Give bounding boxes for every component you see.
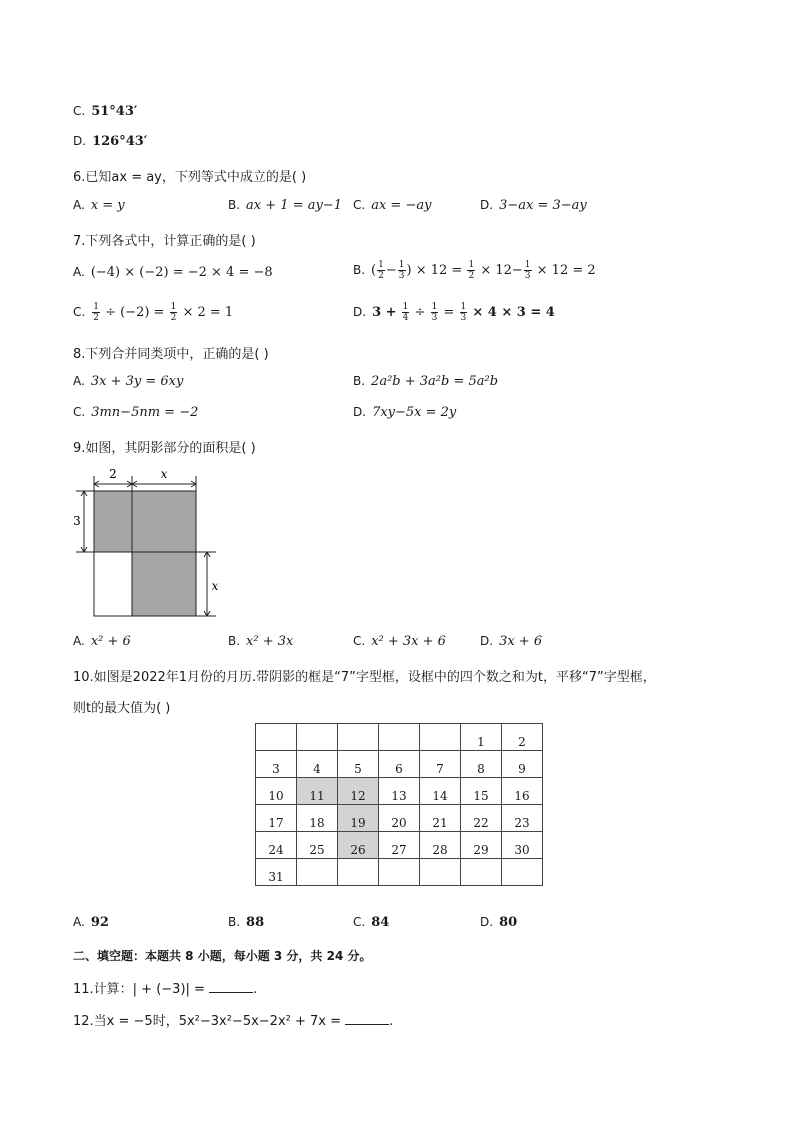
denominator: 4 (402, 313, 409, 323)
denominator: 2 (468, 271, 475, 281)
operator: ÷ (414, 305, 426, 320)
option-label: C. (73, 405, 86, 419)
q12 (73, 1010, 393, 1029)
q6-stem: 6.已知ax = ay，下列等式中成立的是( ) (73, 170, 307, 185)
calendar-cell: 31 (256, 859, 297, 886)
option-text: 2a²b + 3a²b = 5a²b (371, 374, 499, 389)
expression-part: × 12 = 2 (536, 263, 596, 278)
option-label: A. (73, 374, 85, 388)
q8-option-d (353, 405, 456, 420)
denominator: 3 (524, 271, 531, 281)
calendar-row (256, 751, 543, 778)
q7-option-c (73, 302, 233, 323)
denominator: 2 (93, 313, 99, 323)
denominator: 3 (431, 313, 438, 323)
calendar-cell: 19 (338, 805, 379, 832)
option-text: 92 (90, 915, 109, 930)
q9-option-b (228, 634, 293, 649)
option-text: x = y (90, 198, 125, 213)
calendar-row (256, 778, 543, 805)
calendar-cell: 24 (256, 832, 297, 859)
q10-option-d (480, 915, 517, 930)
fraction (431, 302, 439, 323)
option-label: C. (73, 104, 86, 118)
section-2-heading: 二、填空题：本题共 8 小题，每小题 3 分，共 24 分。 (73, 949, 372, 963)
dim-label-left: 3 (73, 514, 81, 528)
option-label: D. (480, 634, 494, 648)
q7-option-b (353, 260, 596, 281)
calendar-cell: 10 (256, 778, 297, 805)
numerator: 1 (402, 302, 409, 312)
fraction (377, 260, 385, 281)
q10-stem-line2: 则t的最大值为( ) (73, 701, 171, 716)
q5-option-d (73, 134, 147, 149)
calendar-cell: 17 (256, 805, 297, 832)
dim-label-top-right: x (160, 467, 168, 481)
expression-part: × 2 = 1 (182, 305, 234, 320)
numerator: 1 (524, 260, 531, 270)
q8-option-a (73, 374, 183, 389)
calendar-cell: 27 (379, 832, 420, 859)
calendar-cell: 12 (338, 778, 379, 805)
calendar-cell: 23 (502, 805, 543, 832)
q7-option-d (353, 302, 555, 323)
option-text: (−4) × (−2) = −2 × 4 = −8 (90, 265, 273, 280)
option-label: B. (353, 374, 366, 388)
fraction (398, 260, 406, 281)
q9-option-c (353, 634, 446, 649)
paren: ( (371, 263, 377, 278)
expression-part: × 4 × 3 = 4 (472, 305, 555, 320)
calendar-cell (379, 859, 420, 886)
calendar-cell: 16 (502, 778, 543, 805)
q9-option-d (480, 634, 542, 649)
calendar-cell: 22 (461, 805, 502, 832)
q12-text: 12.当x = −5时，5x²−3x²−5x−2x² + 7x = (73, 1014, 342, 1029)
q6-option-c (353, 198, 431, 213)
option-text: ax + 1 = ay−1 (246, 198, 342, 213)
q10-option-c (353, 915, 389, 930)
option-text: 80 (499, 915, 518, 930)
calendar-cell: 29 (461, 832, 502, 859)
option-label: D. (353, 405, 367, 419)
shaded-rect-top-left (94, 491, 132, 552)
option-label: B. (228, 915, 241, 929)
expression-part: 3 + (372, 305, 397, 320)
calendar-cell: 7 (420, 751, 461, 778)
calendar-cell: 18 (297, 805, 338, 832)
option-text: 7xy−5x = 2y (372, 405, 457, 420)
shaded-rect-bottom-right (132, 552, 196, 616)
calendar-cell: 13 (379, 778, 420, 805)
q9-option-a (73, 634, 131, 649)
calendar-cell: 9 (502, 751, 543, 778)
option-label: D. (480, 915, 494, 929)
q5-option-c (73, 104, 137, 119)
numerator: 1 (398, 260, 405, 270)
fraction (402, 302, 410, 323)
expression-part: ) × 12 = (406, 263, 463, 278)
calendar-cell (502, 859, 543, 886)
q11-text: 11.计算：| + (−3)| = (73, 982, 205, 997)
calendar-cell: 5 (338, 751, 379, 778)
calendar-row (256, 832, 543, 859)
calendar-cell: 11 (297, 778, 338, 805)
calendar-cell: 1 (461, 724, 502, 751)
fraction (92, 302, 100, 323)
option-text: x² + 3x (246, 634, 294, 649)
fraction (467, 260, 475, 281)
calendar-row (256, 805, 543, 832)
calendar-january-2022 (255, 723, 543, 886)
option-label: D. (353, 305, 367, 319)
q9-area-figure (60, 460, 230, 625)
option-text: x² + 3x + 6 (371, 634, 446, 649)
option-label: B. (228, 198, 241, 212)
option-label: A. (73, 198, 85, 212)
option-text: x² + 6 (90, 634, 131, 649)
calendar-cell: 21 (420, 805, 461, 832)
fraction (460, 302, 468, 323)
numerator: 1 (431, 302, 438, 312)
denominator: 3 (460, 313, 467, 323)
calendar-cell: 20 (379, 805, 420, 832)
denominator: 3 (398, 271, 405, 281)
q10-option-b (228, 915, 264, 930)
option-text: 3x + 3y = 6xy (90, 374, 184, 389)
answer-blank[interactable] (209, 980, 253, 993)
calendar-row (256, 859, 543, 886)
option-label: A. (73, 915, 85, 929)
calendar-cell: 25 (297, 832, 338, 859)
q11 (73, 978, 257, 997)
q6-option-a (73, 198, 125, 213)
expression-part: × 12− (480, 263, 523, 278)
option-label: A. (73, 634, 85, 648)
option-text: 51°43′ (91, 104, 138, 119)
fraction (170, 302, 178, 323)
calendar-cell: 3 (256, 751, 297, 778)
option-label: B. (353, 263, 366, 277)
calendar-cell: 26 (338, 832, 379, 859)
numerator: 1 (460, 302, 467, 312)
calendar-cell (297, 859, 338, 886)
calendar-cell (461, 859, 502, 886)
q10-option-a (73, 915, 109, 930)
denominator: 2 (170, 313, 177, 323)
option-label: A. (73, 265, 85, 279)
calendar-cell (338, 859, 379, 886)
calendar-cell (379, 724, 420, 751)
q8-stem: 8.下列合并同类项中，正确的是( ) (73, 347, 269, 362)
calendar-row (256, 724, 543, 751)
calendar-cell (420, 724, 461, 751)
operator: − (385, 263, 397, 278)
option-text: 88 (246, 915, 265, 930)
q8-option-c (73, 405, 198, 420)
option-label: D. (73, 134, 87, 148)
option-label: D. (480, 198, 494, 212)
q8-option-b (353, 374, 498, 389)
period: . (253, 982, 258, 997)
option-label: C. (73, 305, 86, 319)
q6-option-d (480, 198, 587, 213)
calendar-cell: 4 (297, 751, 338, 778)
option-text: 3mn−5nm = −2 (91, 405, 199, 420)
q7-option-a (73, 265, 273, 280)
calendar-cell: 8 (461, 751, 502, 778)
calendar-cell: 14 (420, 778, 461, 805)
calendar-cell: 6 (379, 751, 420, 778)
calendar-cell (338, 724, 379, 751)
option-label: B. (228, 634, 241, 648)
period: . (389, 1014, 394, 1029)
denominator: 2 (378, 271, 384, 281)
option-label: C. (353, 915, 366, 929)
q9-stem: 9.如图，其阴影部分的面积是( ) (73, 441, 256, 456)
q10-stem-line1: 10.如图是2022年1月份的月历.带阴影的框是“7”字型框，设框中的四个数之和为t，平移“7”字型框， (73, 670, 656, 685)
numerator: 1 (378, 260, 384, 270)
calendar-cell: 28 (420, 832, 461, 859)
option-text: 3x + 6 (499, 634, 543, 649)
option-text: ax = −ay (371, 198, 432, 213)
option-label: C. (353, 634, 366, 648)
option-label: C. (353, 198, 366, 212)
option-text: 84 (371, 915, 390, 930)
option-text: 126°43′ (92, 134, 148, 149)
numerator: 1 (93, 302, 99, 312)
q7-stem: 7.下列各式中，计算正确的是( ) (73, 234, 256, 249)
shaded-rect-top-right (132, 491, 196, 552)
calendar-cell: 2 (502, 724, 543, 751)
numerator: 1 (468, 260, 475, 270)
option-text: 3−ax = 3−ay (499, 198, 587, 213)
calendar-cell (297, 724, 338, 751)
q6-option-b (228, 198, 342, 213)
answer-blank[interactable] (345, 1012, 389, 1025)
calendar-cell: 15 (461, 778, 502, 805)
calendar-cell: 30 (502, 832, 543, 859)
dim-label-right: x (211, 579, 219, 593)
operator: = (443, 305, 455, 320)
expression-part: ÷ (−2) = (105, 305, 165, 320)
numerator: 1 (170, 302, 177, 312)
fraction (524, 260, 532, 281)
calendar-cell (420, 859, 461, 886)
calendar-cell (256, 724, 297, 751)
dim-label-top-left: 2 (109, 467, 117, 481)
